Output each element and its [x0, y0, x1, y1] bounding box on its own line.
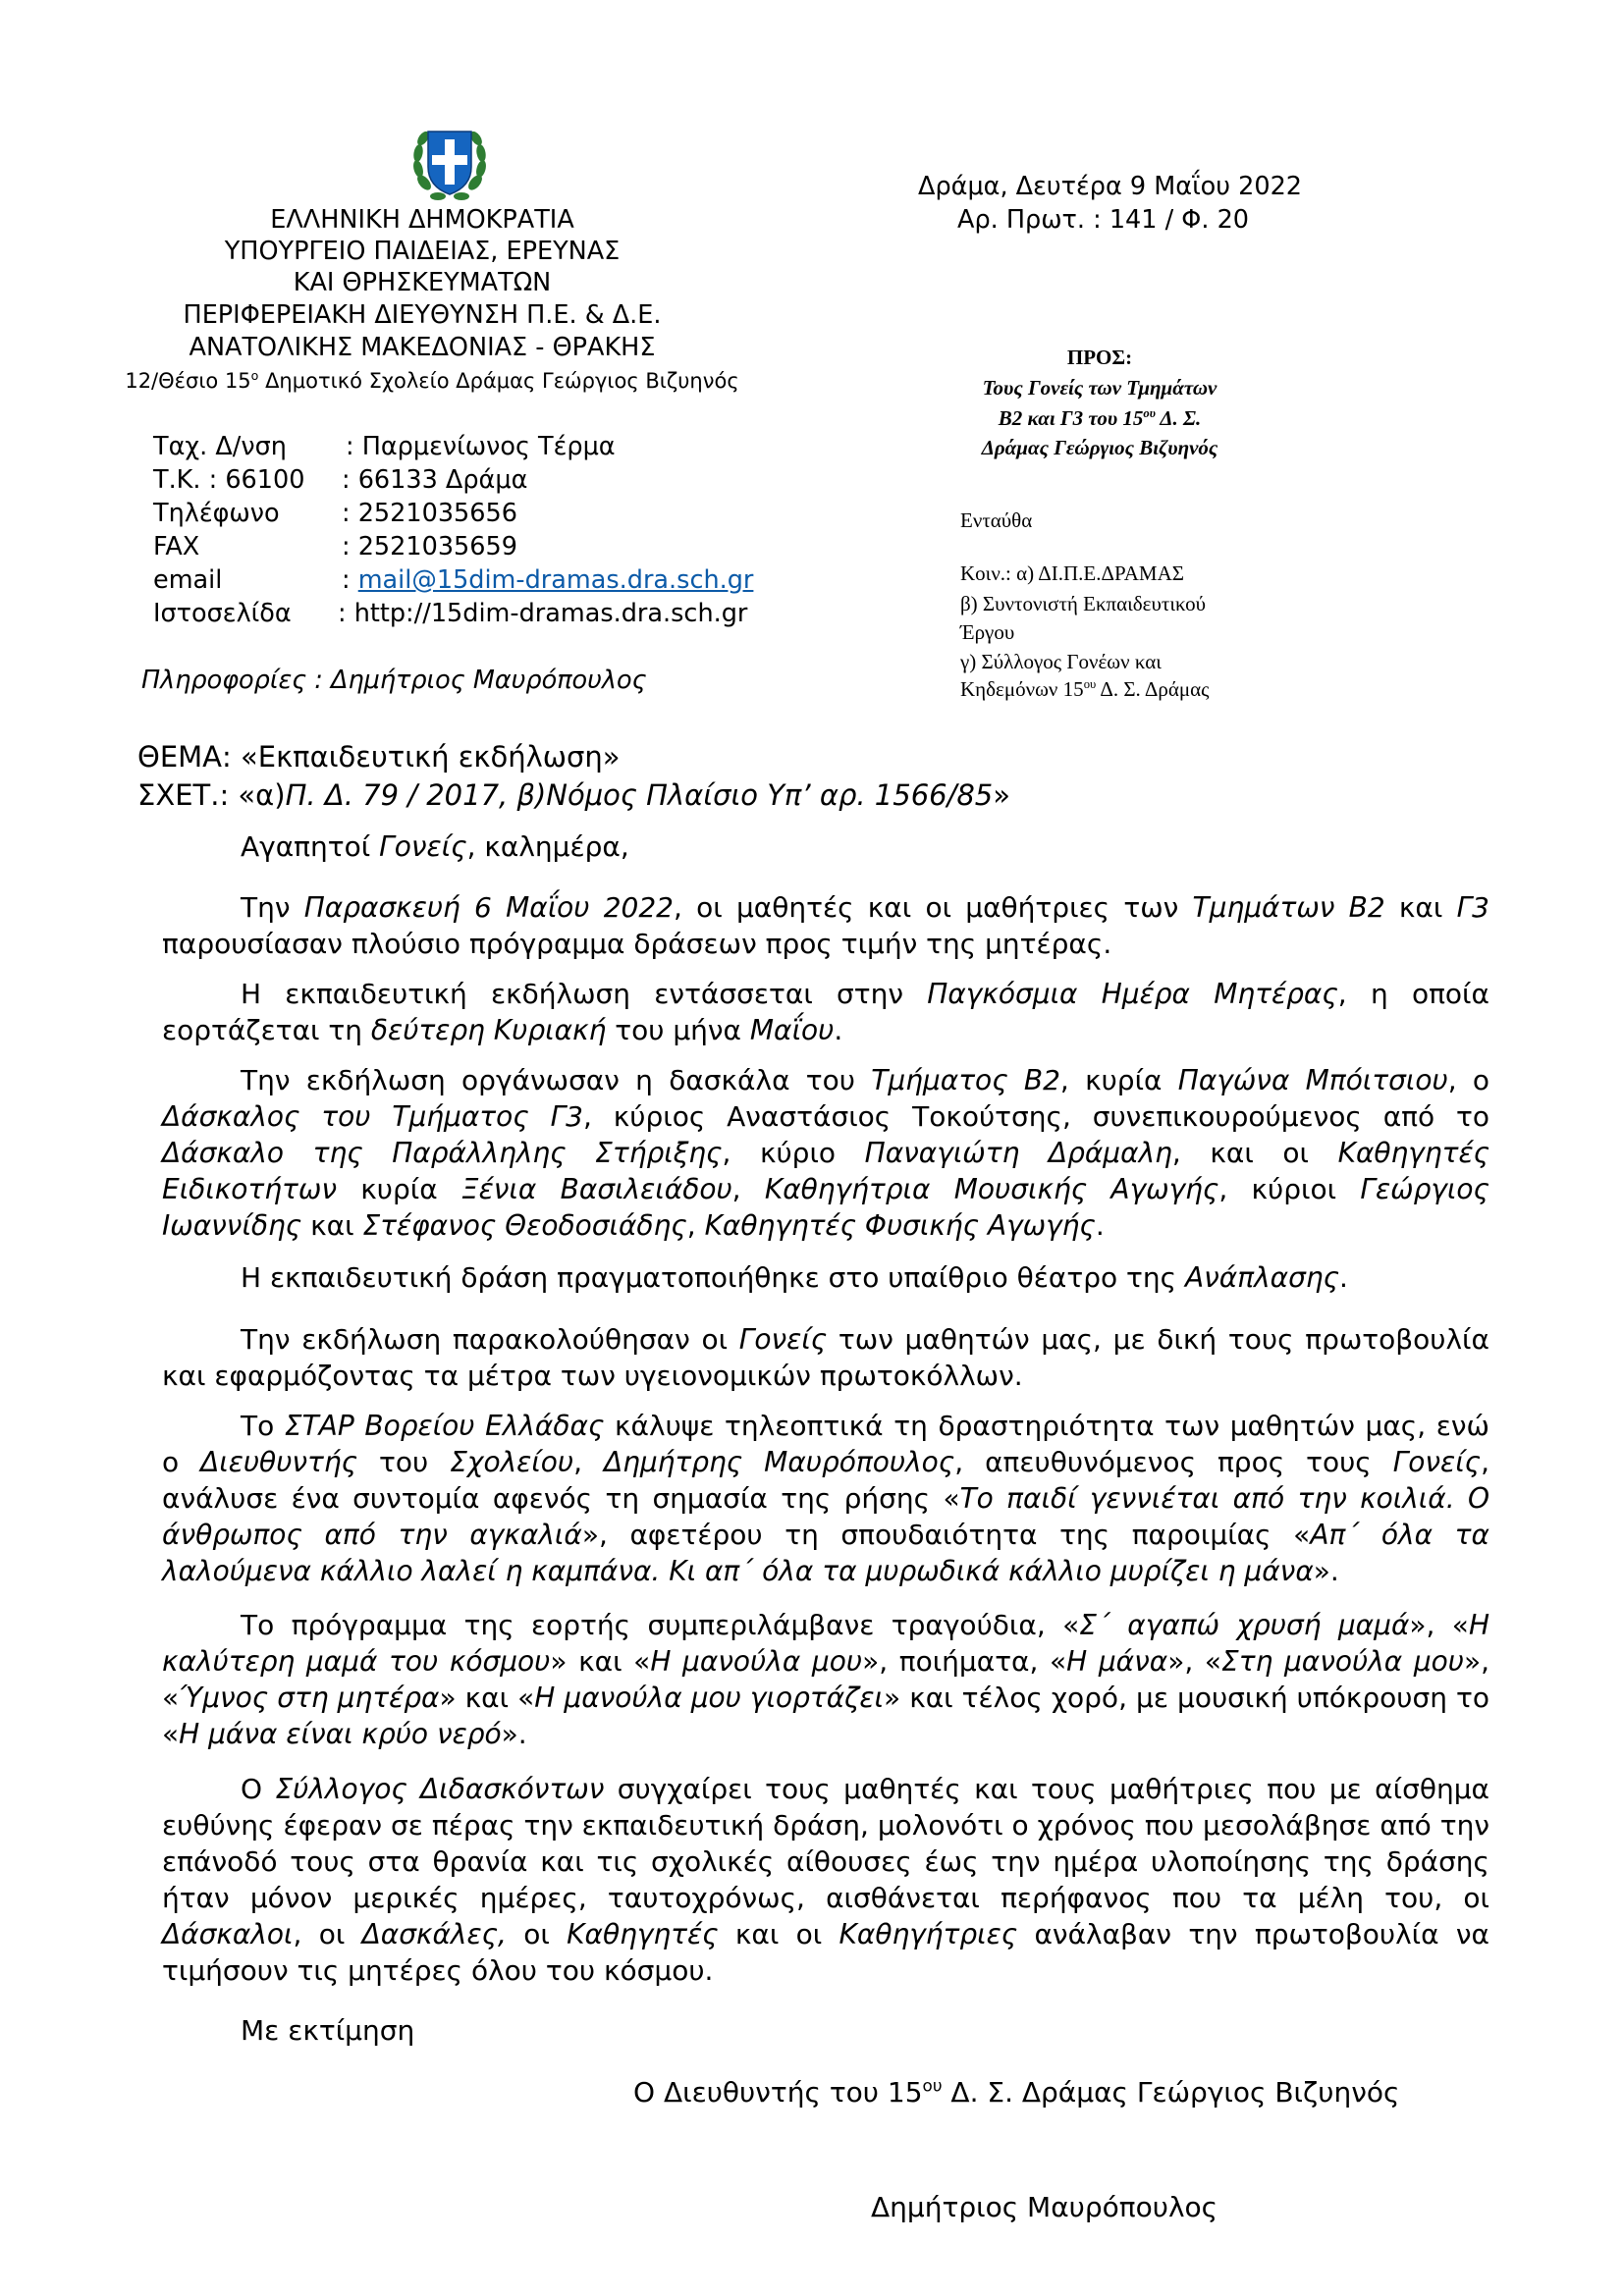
emphasis-text: Μαΐου: [749, 1014, 835, 1046]
body-text: », αφετέρου τη σπουδαιότητα της παροιμίας «: [581, 1519, 1311, 1551]
emphasis-text: Παγκόσμια Ημέρα Μητέρας: [927, 978, 1338, 1010]
closing: Με εκτίμηση: [241, 2014, 415, 2047]
emphasis-text: Καθηγητές: [567, 1918, 719, 1950]
cc-line: β) Συντονιστή Εκπαιδευτικού: [960, 592, 1207, 615]
recipient-label: ΠΡΟΣ:: [1066, 346, 1133, 369]
emphasis-text: Η μανούλα μου: [650, 1645, 863, 1678]
body-text: », «: [162, 1645, 1490, 1714]
body-text: .: [834, 1014, 843, 1046]
body-text: ».: [1313, 1555, 1339, 1587]
fax-label: FAX: [153, 532, 200, 561]
postal-code-value: : 66133 Δράμα: [342, 465, 528, 495]
body-text: οι: [506, 1918, 568, 1950]
address-label: Ταχ. Δ/νση: [153, 432, 287, 461]
header-line: ΥΠΟΥΡΓΕΙΟ ΠΑΙΔΕΙΑΣ, ΕΡΕΥΝΑΣ: [224, 237, 621, 266]
emphasis-text: Καθηγήτριες: [839, 1918, 1018, 1950]
recipient-line: Δράμας Γεώργιος Βιζυηνός: [981, 436, 1218, 459]
school-name: 12/Θέσιο $15^o$ Δημοτικό Σχολείο Δράμας Γεώργιος Βιζυηνός: [125, 368, 739, 393]
postal-code-label: Τ.Κ. : 66100: [153, 465, 305, 495]
emphasis-text: Παναγιώτη Δράμαλη: [864, 1137, 1172, 1169]
header-line: ΠΕΡΙΦΕΡΕΙΑΚΗ ΔΙΕΥΘΥΝΣΗ Π.Ε. & Δ.Ε.: [183, 300, 662, 330]
paragraph: [162, 889, 1489, 962]
emphasis-text: Τμημάτων Β2: [1192, 891, 1385, 924]
emphasis-text: Δάσκαλο της Παράλληλης Στήριξης: [162, 1137, 723, 1169]
paragraph: [162, 1408, 1489, 1589]
header-line: ΑΝΑΤΟΛΙΚΗΣ ΜΑΚΕΔΟΝΙΑΣ - ΘΡΑΚΗΣ: [189, 333, 656, 362]
body-text: , και οι: [1171, 1137, 1338, 1169]
email-value-row: : mail@15dim-dramas.dra.sch.gr: [342, 565, 754, 595]
emphasis-text: Γονείς: [738, 1323, 828, 1356]
body-text: του: [357, 1446, 451, 1478]
body-text: Η εκπαιδευτική δράση πραγματοποιήθηκε στο υπαίθριο θέατρο της: [241, 1261, 1185, 1294]
paragraph: [162, 1607, 1489, 1752]
emphasis-text: Καθηγητές Φυσικής Αγωγής: [704, 1209, 1096, 1242]
website-label: Ιστοσελίδα: [153, 599, 292, 628]
website-value: : http://15dim-dramas.dra.sch.gr: [338, 599, 748, 628]
body-text: Η εκπαιδευτική εκδήλωση εντάσσεται στην: [241, 978, 928, 1010]
fax-value: : 2521035659: [342, 532, 517, 561]
body-text: Την εκδήλωση οργάνωσαν η δασκάλα του: [241, 1064, 872, 1096]
body-text: , κύριος Αναστάσιος Τοκούτσης, συνεπικουρούμενος από το: [583, 1100, 1489, 1133]
emphasis-text: Σύλλογος Διδασκόντων: [275, 1773, 605, 1805]
body-text: », «: [1167, 1645, 1222, 1678]
emphasis-text: Γεώργιος Ιωαννίδης: [162, 1173, 1489, 1242]
greek-emblem-icon: [410, 118, 489, 208]
body-text: , η οποία εορτάζεται τη: [162, 978, 1489, 1046]
emphasis-text: Δημήτρης Μαυρόπουλος: [603, 1446, 955, 1478]
emphasis-text: Η μανούλα μου γιορτάζει: [534, 1682, 885, 1714]
body-text: παρουσίασαν πλούσιο πρόγραμμα δράσεων προς τιμήν της μητέρας.: [162, 928, 1112, 960]
recipient-line: Β2 και Γ3 του $15^{o\upsilon}$ Δ. Σ.: [998, 406, 1202, 430]
body-text: συγχαίρει τους μαθητές και τους μαθήτριες που με αίσθημα ευθύνης έφεραν σε πέρας την εκπαιδευτική δράση, μολονότι ο χρόνος που μεσολάβησε από την επάνοδό τους στα θρανία και τις σχολικές αίθουσες έως την ημέρα υλοποίησης της δράσης ήταν μόνον μερικές ημέρες, ταυτοχρόνως, αισθάνεται περήφανος που τα μέλη του, οι: [162, 1773, 1489, 1914]
body-text: Την: [241, 891, 304, 924]
emphasis-text: Η μάνα είναι κρύο νερό: [179, 1718, 502, 1750]
emphasis-text: Δάσκαλος του Τμήματος Γ3: [162, 1100, 583, 1133]
body-text: .: [1339, 1261, 1348, 1294]
emphasis-text: Δάσκαλοι: [162, 1918, 294, 1950]
emphasis-text: Το παιδί γεννιέται από την κοιλιά. Ο άνθρωπος από την αγκαλιά: [162, 1482, 1489, 1551]
emphasis-text: Σχολείου: [450, 1446, 574, 1478]
body-text: και: [1384, 891, 1457, 924]
emphasis-text: Γ3: [1456, 891, 1489, 924]
body-text: και οι: [718, 1918, 839, 1950]
cc-line: Κοιν.: α) ΔΙ.Π.Ε.ΔΡΑΜΑΣ: [960, 561, 1184, 585]
body-text: ,: [731, 1173, 765, 1205]
body-text: .: [1095, 1209, 1105, 1242]
cc-line: Έργου: [960, 620, 1015, 644]
emphasis-text: ΣΤΑΡ Βορείου Ελλάδας: [284, 1410, 605, 1442]
body-text: Την εκδήλωση παρακολούθησαν οι: [241, 1323, 739, 1356]
emphasis-text: δεύτερη Κυριακή: [370, 1014, 607, 1046]
protocol-number: Αρ. Πρωτ. : 141 / Φ. 20: [957, 205, 1250, 235]
emphasis-text: Τμήματος Β2: [871, 1064, 1060, 1096]
emphasis-text: Η καλύτερη μαμά του κόσμου: [162, 1609, 1489, 1678]
body-text: , κυρία: [1059, 1064, 1178, 1096]
body-text: , απευθυνόμενος προς τους: [954, 1446, 1393, 1478]
body-text: κάλυψε τηλεοπτικά τη δραστηριότητα των μαθητών μας, ενώ ο: [162, 1410, 1489, 1478]
phone-value: : 2521035656: [342, 499, 517, 528]
document-date: Δράμα, Δευτέρα 9 Μαΐου 2022: [918, 172, 1303, 201]
address-value: : Παρμενίωνος Τέρμα: [346, 432, 616, 461]
emphasis-text: Γονείς: [1392, 1446, 1482, 1478]
body-text: » και «: [550, 1645, 651, 1678]
emphasis-text: Στέφανος Θεοδοσιάδης: [362, 1209, 687, 1242]
greeting: Αγαπητοί Γονείς, καλημέρα,: [241, 830, 629, 863]
header-line: ΕΛΛΗΝΙΚΗ ΔΗΜΟΚΡΑΤΙΑ: [270, 205, 574, 235]
body-text: , κύριοι: [1218, 1173, 1361, 1205]
paragraph: [162, 1321, 1489, 1394]
emphasis-text: Ανάπλασης: [1184, 1261, 1340, 1294]
emphasis-text: Απ΄ όλα τα λαλούμενα κάλλιο λαλεί η καμπάνα. Κι απ΄ όλα τα μυρωδικά κάλλιο μυρίζει η μάνα: [162, 1519, 1489, 1587]
recipient-line: Τους Γονείς των Τμημάτων: [982, 376, 1217, 400]
cc-line: Κηδεμόνων $15^{o\upsilon}$ Δ. Σ. Δράμας: [960, 677, 1210, 701]
body-text: των μαθητών μας, με δική τους πρωτοβουλία και εφαρμόζοντας τα μέτρα των υγειονομικών πρωτοκόλλων.: [162, 1323, 1489, 1392]
body-text: ».: [501, 1718, 527, 1750]
emphasis-text: Παγώνα Μπόιτσιου: [1177, 1064, 1448, 1096]
body-text: , οι: [293, 1918, 362, 1950]
email-label: email: [153, 565, 223, 595]
body-text: Ο: [241, 1773, 276, 1805]
signature-title: Ο Διευθυντής του $15^{o\upsilon}$ Δ. Σ. Δράμας Γεώργιος Βιζυηνός: [633, 2075, 1400, 2109]
reference-line: ΣΧΕΤ.: «α)Π. Δ. 79 / 2017, β)Νόμος Πλαίσιο Υπ’ αρ. 1566/85»: [137, 778, 1011, 812]
emphasis-text: Δασκάλες,: [361, 1918, 507, 1950]
emphasis-text: Ξένια Βασιλειάδου: [460, 1173, 732, 1205]
body-text: , οι μαθητές και οι μαθήτριες των: [674, 891, 1193, 924]
body-text: ,: [686, 1209, 705, 1242]
body-text: » και «: [439, 1682, 535, 1714]
body-text: , κύριο: [722, 1137, 865, 1169]
emphasis-text: Στη μανούλα μου: [1221, 1645, 1464, 1678]
signature-name: Δημήτριος Μαυρόπουλος: [871, 2191, 1218, 2223]
body-text: του μήνα: [606, 1014, 750, 1046]
info-line: Πληροφορίες : Δημήτριος Μαυρόπουλος: [141, 666, 647, 695]
emphasis-text: Διευθυντής: [200, 1446, 358, 1478]
body-text: ανάλαβαν την πρωτοβουλία να τιμήσουν τις μητέρες όλου του κόσμου.: [162, 1918, 1490, 1987]
subject-line: ΘΕΜΑ: «Εκπαιδευτική εκδήλωση»: [137, 740, 621, 774]
emphasis-text: Σ΄ αγαπώ χρυσή μαμά: [1079, 1609, 1410, 1641]
body-text: κυρία: [336, 1173, 461, 1205]
emphasis-text: Καθηγήτρια Μουσικής Αγωγής: [764, 1173, 1219, 1205]
recipient-here: Ενταύθα: [960, 508, 1033, 532]
body-text: », «: [1409, 1609, 1469, 1641]
paragraph: [162, 1771, 1489, 1989]
cc-line: γ) Σύλλογος Γονέων και: [960, 650, 1162, 673]
emphasis-text: Παρασκευή 6 Μαΐου 2022: [303, 891, 674, 924]
body-text: Το πρόγραμμα της εορτής συμπεριλάμβανε τραγούδια, «: [241, 1609, 1080, 1641]
email-link[interactable]: mail@15dim-dramas.dra.sch.gr: [357, 565, 754, 595]
body-text: ,: [573, 1446, 604, 1478]
emphasis-text: Καθηγητές Ειδικοτήτων: [162, 1137, 1490, 1205]
paragraph: [162, 976, 1489, 1048]
paragraph: [162, 1062, 1489, 1244]
header-line: ΚΑΙ ΘΡΗΣΚΕΥΜΑΤΩΝ: [293, 268, 552, 297]
body-text: » και τέλος χορό, με μουσική υπόκρουση το «: [162, 1682, 1490, 1750]
phone-label: Τηλέφωνο: [153, 499, 280, 528]
emphasis-text: Ύμνος στη μητέρα: [179, 1682, 440, 1714]
paragraph: [162, 1259, 1489, 1296]
body-text: και: [301, 1209, 363, 1242]
body-text: », ποιήματα, «: [862, 1645, 1067, 1678]
body-text: Το: [241, 1410, 285, 1442]
body-text: , ανάλυσε ένα συντομία αφενός τη σημασία της ρήσης «: [162, 1446, 1490, 1515]
body-text: , ο: [1447, 1064, 1490, 1096]
emphasis-text: Η μάνα: [1066, 1645, 1168, 1678]
